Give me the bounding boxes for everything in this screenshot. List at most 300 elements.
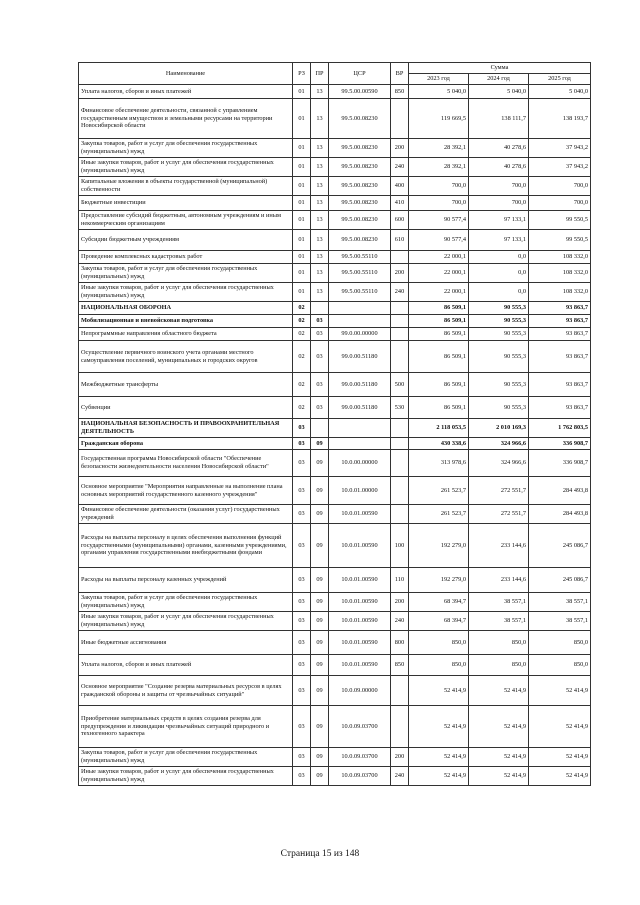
cell-name: Осуществление первичного воинского учета органами местного самоуправления поселений, муниципальных и городских округов (79, 341, 293, 373)
cell-pr: 09 (311, 676, 329, 706)
cell-2025: 38 557,1 (529, 612, 591, 631)
cell-2023: 313 978,6 (409, 450, 469, 477)
cell-2023: 700,0 (409, 196, 469, 211)
cell-vr (391, 251, 409, 264)
cell-name: Расходы на выплаты персоналу казенных учреждений (79, 568, 293, 593)
cell-2023: 90 577,4 (409, 211, 469, 230)
cell-vr (391, 676, 409, 706)
table-row (79, 341, 591, 373)
cell-2025: 52 414,9 (529, 706, 591, 748)
cell-pr: 09 (311, 524, 329, 568)
cell-2024: 0,0 (469, 264, 529, 283)
cell-2024: 90 555,3 (469, 397, 529, 419)
cell-2023: 86 509,1 (409, 373, 469, 397)
cell-2023: 86 509,1 (409, 315, 469, 328)
cell-vr: 200 (391, 139, 409, 158)
cell-vr: 400 (391, 177, 409, 196)
cell-vr (391, 315, 409, 328)
cell-rz: 01 (293, 99, 311, 139)
cell-name: Закупка товаров, работ и услуг для обеспечения государственных (муниципальных) нужд (79, 139, 293, 158)
cell-name: НАЦИОНАЛЬНАЯ БЕЗОПАСНОСТЬ И ПРАВООХРАНИТЕЛЬНАЯ ДЕЯТЕЛЬНОСТЬ (79, 419, 293, 438)
cell-2025: 52 414,9 (529, 767, 591, 786)
cell-2023: 700,0 (409, 177, 469, 196)
cell-2023: 22 000,1 (409, 264, 469, 283)
header-rz: РЗ (293, 63, 311, 85)
cell-rz: 03 (293, 612, 311, 631)
cell-2023: 28 392,1 (409, 139, 469, 158)
cell-name: Межбюджетные трансферты (79, 373, 293, 397)
cell-2025: 850,0 (529, 655, 591, 676)
table-row (79, 612, 591, 631)
table-row (79, 631, 591, 655)
table-row (79, 315, 591, 328)
cell-2025: 38 557,1 (529, 593, 591, 612)
cell-name: Субсидии бюджетным учреждениям (79, 230, 293, 251)
cell-2025: 245 086,7 (529, 568, 591, 593)
cell-pr: 13 (311, 230, 329, 251)
cell-2024: 700,0 (469, 177, 529, 196)
cell-csr (329, 419, 391, 438)
table-row (79, 302, 591, 315)
header-year-2023: 2023 год (409, 74, 469, 85)
cell-2025: 108 332,0 (529, 251, 591, 264)
cell-name: НАЦИОНАЛЬНАЯ ОБОРОНА (79, 302, 293, 315)
cell-csr: 99.5.00.00590 (329, 85, 391, 99)
cell-pr: 03 (311, 328, 329, 341)
table-row (79, 85, 591, 99)
cell-pr (311, 419, 329, 438)
cell-2023: 22 000,1 (409, 283, 469, 302)
cell-rz: 03 (293, 593, 311, 612)
table-row (79, 593, 591, 612)
table-row (79, 676, 591, 706)
cell-pr: 13 (311, 99, 329, 139)
cell-pr: 09 (311, 438, 329, 450)
table-row (79, 450, 591, 477)
cell-rz: 01 (293, 139, 311, 158)
cell-2023: 192 279,0 (409, 524, 469, 568)
cell-csr (329, 438, 391, 450)
cell-rz: 03 (293, 450, 311, 477)
cell-rz: 03 (293, 438, 311, 450)
cell-pr: 13 (311, 85, 329, 99)
cell-pr: 09 (311, 477, 329, 505)
cell-csr: 99.0.00.00000 (329, 328, 391, 341)
cell-rz: 01 (293, 85, 311, 99)
cell-2025: 93 863,7 (529, 328, 591, 341)
table-row (79, 177, 591, 196)
cell-name: Иные закупки товаров, работ и услуг для обеспечения государственных (муниципальных) нужд (79, 283, 293, 302)
cell-vr (391, 505, 409, 524)
cell-name: Мобилизационная и вневойсковая подготовка (79, 315, 293, 328)
cell-vr (391, 328, 409, 341)
cell-2023: 90 577,4 (409, 230, 469, 251)
header-sum: Сумма (409, 63, 591, 74)
cell-2024: 0,0 (469, 251, 529, 264)
cell-name: Иные закупки товаров, работ и услуг для обеспечения государственных (муниципальных) нужд (79, 612, 293, 631)
cell-2024: 97 133,1 (469, 230, 529, 251)
cell-2025: 5 040,0 (529, 85, 591, 99)
table-row (79, 477, 591, 505)
cell-pr: 09 (311, 450, 329, 477)
table-row (79, 767, 591, 786)
cell-rz: 02 (293, 328, 311, 341)
cell-pr: 13 (311, 251, 329, 264)
cell-2025: 336 908,7 (529, 438, 591, 450)
cell-vr (391, 706, 409, 748)
cell-csr: 99.5.00.55110 (329, 283, 391, 302)
cell-rz: 03 (293, 568, 311, 593)
cell-pr: 09 (311, 568, 329, 593)
cell-csr: 99.5.00.08230 (329, 139, 391, 158)
cell-csr: 99.5.00.55110 (329, 264, 391, 283)
cell-rz: 03 (293, 505, 311, 524)
table-row (79, 397, 591, 419)
cell-2025: 99 550,5 (529, 230, 591, 251)
header-csr: ЦСР (329, 63, 391, 85)
cell-pr: 09 (311, 612, 329, 631)
cell-2024: 52 414,9 (469, 767, 529, 786)
table-row (79, 505, 591, 524)
cell-name: Проведение комплексных кадастровых работ (79, 251, 293, 264)
cell-rz: 03 (293, 524, 311, 568)
cell-2023: 2 118 053,5 (409, 419, 469, 438)
cell-csr: 99.5.00.08230 (329, 177, 391, 196)
cell-csr (329, 315, 391, 328)
cell-vr: 100 (391, 524, 409, 568)
cell-csr: 10.0.01.00590 (329, 612, 391, 631)
table-row (79, 230, 591, 251)
cell-rz: 01 (293, 251, 311, 264)
cell-2025: 93 863,7 (529, 373, 591, 397)
cell-pr: 03 (311, 373, 329, 397)
cell-2024: 233 144,6 (469, 524, 529, 568)
table-row (79, 211, 591, 230)
cell-pr: 09 (311, 631, 329, 655)
table-row (79, 373, 591, 397)
cell-name: Гражданская оборона (79, 438, 293, 450)
cell-rz: 01 (293, 196, 311, 211)
table-row (79, 706, 591, 748)
cell-2024: 324 966,6 (469, 450, 529, 477)
cell-pr: 13 (311, 196, 329, 211)
cell-name: Иные бюджетные ассигнования (79, 631, 293, 655)
cell-2023: 52 414,9 (409, 706, 469, 748)
cell-2024: 40 278,6 (469, 139, 529, 158)
cell-name: Предоставление субсидий бюджетным, автономным учреждениям и иным некоммерческим организациям (79, 211, 293, 230)
cell-csr: 99.0.00.51180 (329, 397, 391, 419)
cell-vr: 500 (391, 373, 409, 397)
cell-name: Основное мероприятие "Создание резерва материальных ресурсов в целях гражданской обороны и защиты от чрезвычайных ситуаций" (79, 676, 293, 706)
cell-2025: 284 493,8 (529, 477, 591, 505)
cell-vr: 530 (391, 397, 409, 419)
cell-rz: 03 (293, 477, 311, 505)
cell-2024: 90 555,3 (469, 302, 529, 315)
cell-csr: 99.5.00.55110 (329, 251, 391, 264)
table-row (79, 524, 591, 568)
cell-2024: 700,0 (469, 196, 529, 211)
cell-2025: 1 762 803,5 (529, 419, 591, 438)
cell-csr: 99.5.00.08230 (329, 196, 391, 211)
cell-2023: 86 509,1 (409, 302, 469, 315)
cell-2023: 192 279,0 (409, 568, 469, 593)
cell-2024: 40 278,6 (469, 158, 529, 177)
cell-pr: 13 (311, 211, 329, 230)
cell-2023: 261 523,7 (409, 505, 469, 524)
cell-rz: 03 (293, 748, 311, 767)
cell-2023: 850,0 (409, 655, 469, 676)
cell-name: Государственная программа Новосибирской области "Обеспечение безопасности жизнедеятельности населения Новосибирской области" (79, 450, 293, 477)
cell-2025: 99 550,5 (529, 211, 591, 230)
header-year-2025: 2025 год (529, 74, 591, 85)
cell-rz: 02 (293, 302, 311, 315)
header-pr: ПР (311, 63, 329, 85)
cell-pr: 13 (311, 158, 329, 177)
cell-name: Иные закупки товаров, работ и услуг для обеспечения государственных (муниципальных) нужд (79, 158, 293, 177)
table-body (79, 85, 591, 786)
cell-pr (311, 302, 329, 315)
cell-csr: 99.5.00.08230 (329, 230, 391, 251)
cell-2024: 233 144,6 (469, 568, 529, 593)
cell-vr: 240 (391, 767, 409, 786)
cell-2025: 284 493,8 (529, 505, 591, 524)
cell-rz: 01 (293, 177, 311, 196)
cell-2025: 93 863,7 (529, 302, 591, 315)
cell-vr: 240 (391, 283, 409, 302)
header-name: Наименование (79, 63, 293, 85)
cell-vr (391, 450, 409, 477)
table-row (79, 568, 591, 593)
cell-2023: 119 669,5 (409, 99, 469, 139)
cell-csr: 10.0.09.03700 (329, 767, 391, 786)
cell-csr: 10.0.09.03700 (329, 706, 391, 748)
table-row (79, 139, 591, 158)
cell-2023: 22 000,1 (409, 251, 469, 264)
cell-pr: 13 (311, 139, 329, 158)
cell-2024: 272 551,7 (469, 477, 529, 505)
cell-pr: 09 (311, 748, 329, 767)
cell-2025: 700,0 (529, 196, 591, 211)
table-row (79, 438, 591, 450)
cell-csr (329, 302, 391, 315)
cell-vr: 410 (391, 196, 409, 211)
cell-2025: 52 414,9 (529, 748, 591, 767)
cell-rz: 01 (293, 158, 311, 177)
cell-2024: 52 414,9 (469, 748, 529, 767)
cell-vr (391, 438, 409, 450)
cell-2024: 97 133,1 (469, 211, 529, 230)
cell-2023: 86 509,1 (409, 328, 469, 341)
cell-2025: 108 332,0 (529, 264, 591, 283)
cell-name: Закупка товаров, работ и услуг для обеспечения государственных (муниципальных) нужд (79, 593, 293, 612)
cell-pr: 09 (311, 655, 329, 676)
cell-rz: 01 (293, 264, 311, 283)
cell-vr (391, 419, 409, 438)
cell-rz: 03 (293, 655, 311, 676)
table-row (79, 283, 591, 302)
table-row (79, 196, 591, 211)
cell-2023: 68 394,7 (409, 593, 469, 612)
cell-2024: 90 555,3 (469, 373, 529, 397)
cell-vr: 850 (391, 655, 409, 676)
cell-pr: 13 (311, 264, 329, 283)
cell-pr: 03 (311, 341, 329, 373)
cell-2024: 850,0 (469, 655, 529, 676)
table-row (79, 419, 591, 438)
cell-pr: 09 (311, 505, 329, 524)
cell-name: Финансовое обеспечение деятельности (оказания услуг) государственных учреждений (79, 505, 293, 524)
cell-rz: 02 (293, 315, 311, 328)
cell-2025: 700,0 (529, 177, 591, 196)
cell-2023: 86 509,1 (409, 341, 469, 373)
cell-pr: 03 (311, 315, 329, 328)
cell-2024: 5 040,0 (469, 85, 529, 99)
cell-2025: 93 863,7 (529, 315, 591, 328)
cell-csr: 10.0.01.00590 (329, 655, 391, 676)
cell-pr: 09 (311, 706, 329, 748)
cell-2025: 138 193,7 (529, 99, 591, 139)
cell-vr (391, 477, 409, 505)
cell-rz: 02 (293, 397, 311, 419)
cell-2025: 52 414,9 (529, 676, 591, 706)
cell-2023: 430 338,6 (409, 438, 469, 450)
cell-2024: 38 557,1 (469, 593, 529, 612)
cell-2025: 850,0 (529, 631, 591, 655)
cell-vr (391, 341, 409, 373)
cell-name: Непрограммные направления областного бюджета (79, 328, 293, 341)
cell-vr: 800 (391, 631, 409, 655)
cell-csr: 99.5.00.08230 (329, 99, 391, 139)
cell-2024: 52 414,9 (469, 706, 529, 748)
cell-2025: 37 943,2 (529, 139, 591, 158)
cell-csr: 99.0.00.51180 (329, 373, 391, 397)
cell-2025: 108 332,0 (529, 283, 591, 302)
cell-rz: 03 (293, 676, 311, 706)
cell-rz: 02 (293, 341, 311, 373)
cell-csr: 99.5.00.08230 (329, 211, 391, 230)
table-row (79, 99, 591, 139)
cell-pr: 03 (311, 397, 329, 419)
cell-vr: 200 (391, 748, 409, 767)
cell-csr: 10.0.01.00590 (329, 631, 391, 655)
cell-rz: 02 (293, 373, 311, 397)
cell-2024: 324 966,6 (469, 438, 529, 450)
cell-name: Приобретение материальных средств в целях создания резерва для предупреждения и ликвидации чрезвычайных ситуаций природного и техногенного характера (79, 706, 293, 748)
cell-name: Капитальные вложения в объекты государственной (муниципальной) собственности (79, 177, 293, 196)
header-vr: ВР (391, 63, 409, 85)
table-row (79, 655, 591, 676)
cell-vr (391, 99, 409, 139)
cell-2024: 90 555,3 (469, 341, 529, 373)
cell-2023: 52 414,9 (409, 767, 469, 786)
cell-csr: 99.5.00.08230 (329, 158, 391, 177)
cell-pr: 13 (311, 177, 329, 196)
table-row (79, 158, 591, 177)
cell-rz: 03 (293, 706, 311, 748)
cell-pr: 09 (311, 767, 329, 786)
cell-name: Субвенции (79, 397, 293, 419)
cell-name: Расходы на выплаты персоналу в целях обеспечения выполнения функций государственными (муниципальными) органами, казенными учреждениями, органами управления государственными внебюджетными фондами (79, 524, 293, 568)
cell-vr: 610 (391, 230, 409, 251)
table-row (79, 748, 591, 767)
table-row (79, 264, 591, 283)
cell-2023: 86 509,1 (409, 397, 469, 419)
cell-name: Уплата налогов, сборов и иных платежей (79, 655, 293, 676)
cell-csr: 10.0.01.00590 (329, 593, 391, 612)
cell-csr: 10.0.09.00000 (329, 676, 391, 706)
cell-2024: 0,0 (469, 283, 529, 302)
cell-rz: 01 (293, 230, 311, 251)
cell-rz: 03 (293, 767, 311, 786)
cell-csr: 10.0.00.00000 (329, 450, 391, 477)
cell-name: Иные закупки товаров, работ и услуг для обеспечения государственных (муниципальных) нужд (79, 767, 293, 786)
cell-2025: 245 086,7 (529, 524, 591, 568)
cell-2023: 52 414,9 (409, 676, 469, 706)
cell-csr: 10.0.01.00590 (329, 568, 391, 593)
table-row (79, 251, 591, 264)
cell-name: Бюджетные инвестиции (79, 196, 293, 211)
cell-name: Закупка товаров, работ и услуг для обеспечения государственных (муниципальных) нужд (79, 748, 293, 767)
cell-2024: 272 551,7 (469, 505, 529, 524)
cell-2024: 138 111,7 (469, 99, 529, 139)
cell-vr: 240 (391, 158, 409, 177)
cell-vr: 600 (391, 211, 409, 230)
cell-2023: 261 523,7 (409, 477, 469, 505)
cell-2024: 52 414,9 (469, 676, 529, 706)
cell-pr: 09 (311, 593, 329, 612)
header-year-2024: 2024 год (469, 74, 529, 85)
cell-2024: 38 557,1 (469, 612, 529, 631)
cell-rz: 03 (293, 631, 311, 655)
cell-2025: 336 908,7 (529, 450, 591, 477)
cell-vr: 850 (391, 85, 409, 99)
cell-pr: 13 (311, 283, 329, 302)
cell-2023: 850,0 (409, 631, 469, 655)
cell-vr (391, 302, 409, 315)
cell-2024: 90 555,3 (469, 315, 529, 328)
cell-2024: 850,0 (469, 631, 529, 655)
cell-2024: 90 555,3 (469, 328, 529, 341)
cell-vr: 240 (391, 612, 409, 631)
cell-name: Уплата налогов, сборов и иных платежей (79, 85, 293, 99)
cell-csr: 10.0.01.00590 (329, 505, 391, 524)
cell-vr: 200 (391, 593, 409, 612)
table-row (79, 328, 591, 341)
page-number: Страница 15 из 148 (280, 849, 360, 859)
cell-vr: 200 (391, 264, 409, 283)
cell-2025: 93 863,7 (529, 397, 591, 419)
cell-rz: 01 (293, 211, 311, 230)
cell-2025: 37 943,2 (529, 158, 591, 177)
cell-csr: 10.0.01.00000 (329, 477, 391, 505)
cell-2024: 2 010 169,3 (469, 419, 529, 438)
budget-table (78, 62, 591, 786)
cell-rz: 03 (293, 419, 311, 438)
cell-rz: 01 (293, 283, 311, 302)
cell-2023: 52 414,9 (409, 748, 469, 767)
cell-csr: 10.0.09.03700 (329, 748, 391, 767)
cell-csr: 99.0.00.51180 (329, 341, 391, 373)
cell-vr: 110 (391, 568, 409, 593)
cell-name: Закупка товаров, работ и услуг для обеспечения государственных (муниципальных) нужд (79, 264, 293, 283)
cell-csr: 10.0.01.00590 (329, 524, 391, 568)
cell-name: Основное мероприятие "Мероприятия направленные на выполнение плана основных мероприятий государственного казенного учреждения" (79, 477, 293, 505)
cell-2023: 5 040,0 (409, 85, 469, 99)
cell-2023: 28 392,1 (409, 158, 469, 177)
cell-2023: 68 394,7 (409, 612, 469, 631)
cell-name: Финансовое обеспечение деятельности, связанной с управлением государственным имуществом и земельными ресурсами на территории Новосибирской области (79, 99, 293, 139)
cell-2025: 93 863,7 (529, 341, 591, 373)
